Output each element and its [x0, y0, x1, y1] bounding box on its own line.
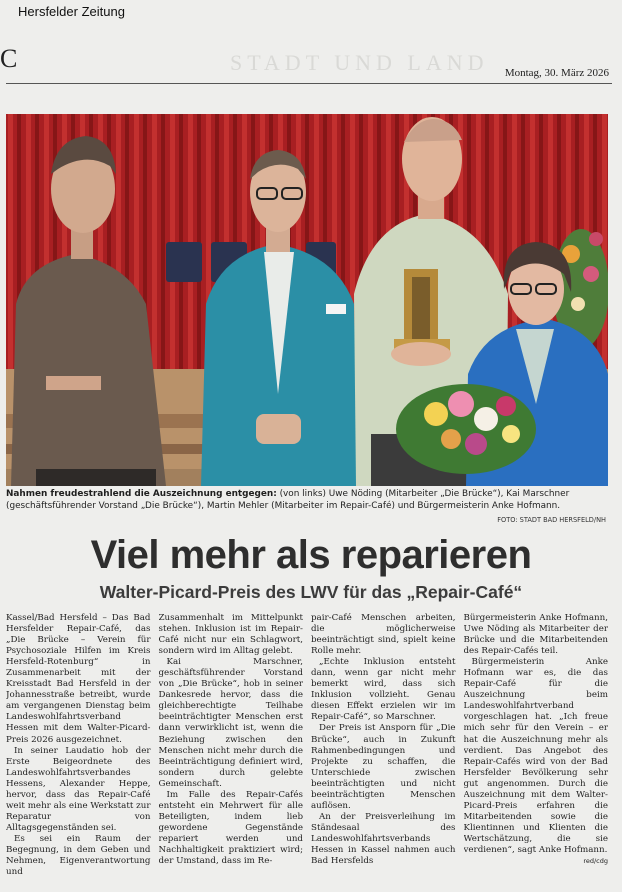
- newspaper-source: Hersfelder Zeitung: [18, 4, 125, 19]
- photo-credit: FOTO: STADT BAD HERSFELD/NH: [497, 516, 606, 524]
- author-initials: red/cdg: [583, 857, 608, 866]
- paragraph: Kassel/Bad Hersfeld – Das Bad Hersfelder Repair-Café, das „Die Brücke – Verein für Psychosoziale Hilfen im Kreis Hersfeld-Rotenburg“ in Zusammenarbeit mit der Kreisstadt Bad Hersfeld in der Johannesstraße betreibt, wurde am vergangenen Dienstag beim Landeswohlfahrtsverband Hessen mit dem Walter-Picard-Preis 2026 ausgezeichnet.: [6, 613, 151, 745]
- paragraph: An der Preisverleihung im Ständesaal des Landeswohlfahrtsverbands Hessen in Kassel nahmen auch Bad Hersfelds: [311, 811, 456, 867]
- paragraph: pair-Café Menschen arbeiten, die möglicherweise beeinträchtigt sind, spielt keine Rolle mehr.: [311, 613, 456, 657]
- header-rule: [6, 83, 612, 84]
- column-1: [6, 613, 151, 885]
- article-subheadline: Walter-Picard-Preis des LWV für das „Repair-Café“: [99, 582, 523, 602]
- paragraph: In seiner Laudatio hob der Erste Beigeordnete des Landeswohlfahrtsverbandes Hessens, Alexander Heppe, hervor, dass das Repair-Café weit mehr als eine Werkstatt zur Reparatur von Alltagsgegenständen sei.: [6, 745, 151, 833]
- column-2: [159, 613, 304, 885]
- paragraph: Zusammenhalt im Mittelpunkt stehen. Inklusion ist im Repair-Café nicht nur ein Schlagwort, sondern wird im Alltag gelebt.: [158, 613, 303, 657]
- caption-text: (von links) Uwe Nöding (Mitarbeiter „Die Brücke“), Kai Marschner (geschäftsführender Vorstand „Die Brücke“), Martin Mehler (Mitarbeiter im Repair-Café) und Bürgermeisterin Anke Hofmann.: [6, 489, 570, 511]
- article-photo: [6, 114, 608, 486]
- masthead-letter: C: [0, 44, 18, 73]
- paragraph: „Echte Inklusion entsteht dann, wenn gar nicht mehr bemerkt wird, dass sich Inklusion vollzieht. Genau diesen Effekt erzielen wir im Repair-Café“, so Marschner.: [311, 657, 456, 723]
- masthead-section: STADT UND LAND: [230, 50, 489, 75]
- column-4: [464, 613, 609, 885]
- article-headline: Viel mehr als reparieren: [90, 533, 532, 577]
- article-body: [6, 613, 608, 885]
- dateline: Montag, 30. März 2026: [504, 67, 609, 79]
- bouquet: [396, 384, 536, 474]
- paragraph: Im Falle des Repair-Cafés entsteht ein Mehrwert für alle Beteiligten, indem lieb gewordene Gegenstände repariert werden und Nachhaltigkeit praktiziert wird; der Umstand, dass im Re-: [158, 789, 303, 867]
- photo-caption: [6, 488, 608, 512]
- paragraph: Kai Marschner, geschäftsführender Vorstand von „Die Brücke“, hob in seiner Dankesrede hervor, dass die gleichberechtigte Teilhabe beeinträchtigter Menschen erst dann verwirklicht ist, wenn die Beziehung zwischen den Menschen nicht mehr durch die Beeinträchtigung definiert wird, sondern durch gelebte Gemeinschaft.: [158, 657, 303, 789]
- caption-lead: Nahmen freudestrahlend die Auszeichnung entgegen:: [6, 489, 277, 499]
- column-3: [311, 613, 456, 885]
- paragraph: Der Preis ist Ansporn für „Die Brücke“, auch in Zukunft Rahmenbedingungen und Projekte zu schaffen, die Unterschiede zwischen beeinträchtigten und nicht beeinträchtigten Menschen auflösen.: [311, 723, 456, 811]
- paragraph: Bürgermeisterin Anke Hofmann war es, die das Repair-Café für die Auszeichnung beim Landeswohlfahrtverband vorgeschlagen hat. „Ich freue mich sehr für den Verein – er hat die Auszeichnung mehr als verdient. Das Angebot des Repair-Cafés wird von der Bad Hersfelder Bevölkerung sehr gut angenommen. Durch die Auszeichnung mit dem Walter-Picard-Preis erfahren die Mitarbeitenden sowie die Klientinnen und Klienten die Wertschätzung, die sie verdienen“, sagt Anke Hofmann.: [463, 657, 608, 855]
- paragraph: Es sei ein Raum der Begegnung, in dem Geben und Nehmen, Eigenverantwortung und: [6, 833, 151, 878]
- paragraph: Bürgermeisterin Anke Hofmann, Uwe Nöding als Mitarbeiter der Brücke und die Mitarbeitenden des Repair-Cafés teil.: [463, 613, 608, 657]
